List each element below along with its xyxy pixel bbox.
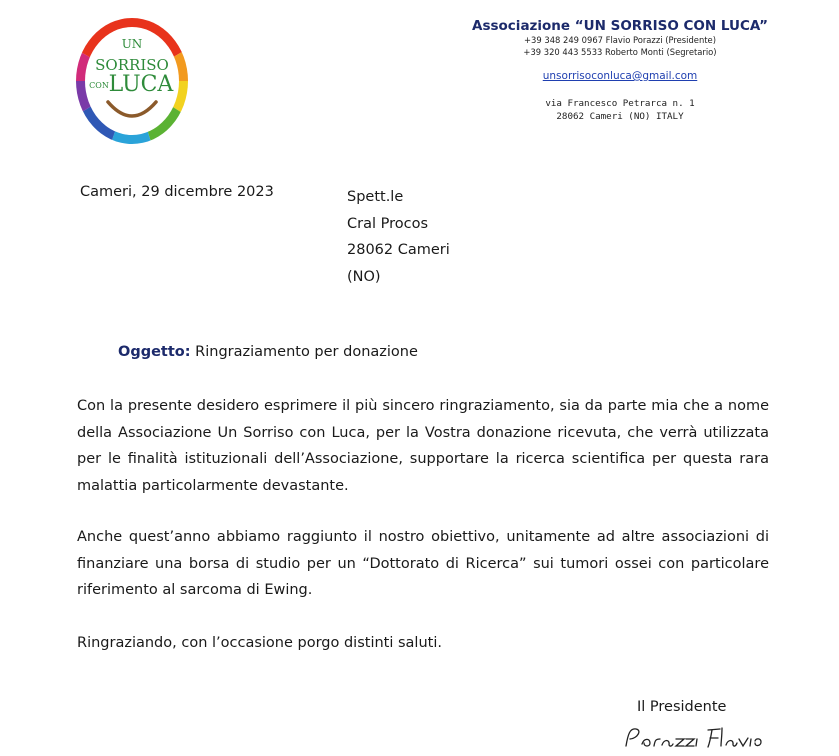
subject-text: Ringraziamento per donazione [195, 344, 418, 360]
association-logo [76, 18, 188, 144]
signature-title: Il Presidente [637, 699, 727, 715]
org-address-street: via Francesco Petrarca n. 1 [545, 98, 695, 109]
org-name: Associazione “UN SORRISO CON LUCA” [472, 18, 768, 34]
signature-graphic [622, 724, 772, 752]
org-phone-secretary: +39 320 443 5533 Roberto Monti (Segretario) [523, 47, 717, 57]
subject-label: Oggetto: [118, 344, 191, 360]
recipient-line: (NO) [347, 268, 381, 285]
logo-text-un: UN [121, 37, 143, 51]
body-paragraph-1: Con la presente desidero esprimere il più sincero ringraziamento, sia da parte mia che a nome della Associazione Un Sorriso con Luca, per la Vostra donazione ricevuta, che verrà utilizzata per le finalità istituzionali dell’Associazione, supportare la ricerca scientifica per questa rara malattia particolarmente devastante. [77, 398, 769, 494]
body-paragraph-3: Ringraziando, con l’occasione porgo distinti saluti. [77, 635, 442, 651]
org-phone-president: +39 348 249 0967 Flavio Porazzi (Presidente) [524, 35, 716, 45]
handwritten-signature [622, 724, 772, 756]
letter-date: Cameri, 29 dicembre 2023 [80, 184, 274, 200]
org-header [440, 18, 800, 123]
org-address-city: 28062 Cameri (NO) ITALY [556, 111, 684, 122]
recipient-line: Cral Procos [347, 215, 429, 232]
recipient-line: Spett.le [347, 189, 404, 205]
logo-graphic [76, 18, 188, 144]
subject-line [118, 344, 418, 360]
recipient-block [347, 184, 450, 290]
org-email-link[interactable]: unsorrisoconluca@gmail.com [542, 70, 698, 82]
logo-text-luca: LUCA [108, 72, 174, 97]
logo-text-sorriso: SORRISO [95, 56, 169, 74]
body-paragraph-2: Anche quest’anno abbiamo raggiunto il nostro obiettivo, unitamente ad altre associazioni di finanziare una borsa di studio per un “Dottorato di Ricerca” sui tumori ossei con particolare riferimento al sarcoma di Ewing. [77, 529, 769, 598]
logo-text-con: CON [89, 81, 109, 90]
recipient-line: 28062 Cameri [347, 242, 450, 258]
